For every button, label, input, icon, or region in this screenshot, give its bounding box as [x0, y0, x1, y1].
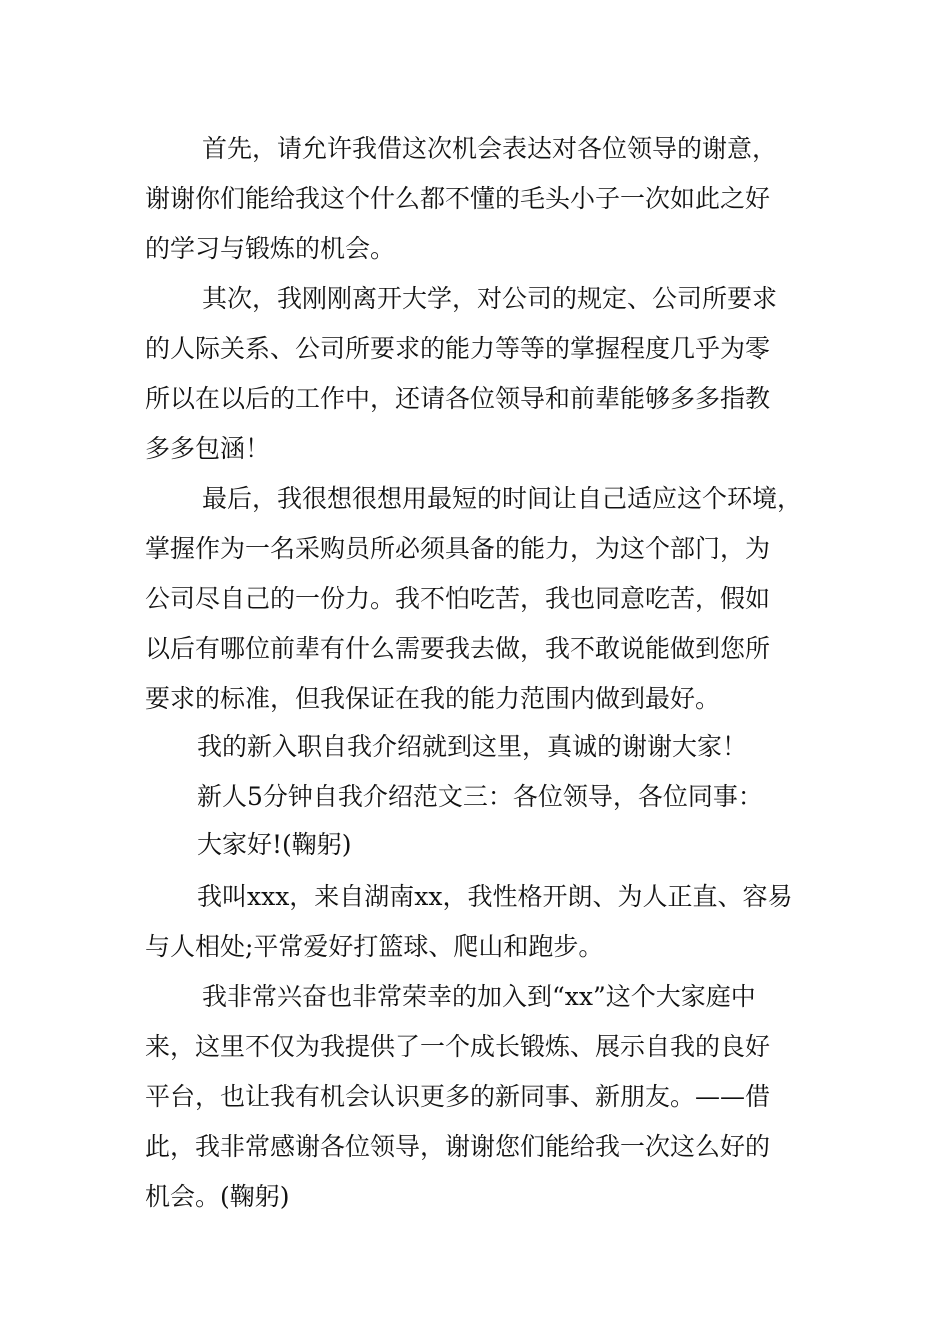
text-line: 以后有哪位前辈有什么需要我去做，我不敢说能做到您所: [145, 634, 771, 663]
text-line: 要求的标准，但我保证在我的能力范围内做到最好。: [145, 684, 721, 713]
text-line: 我非常兴奋也非常荣幸的加入到“xx”这个大家庭中: [202, 982, 756, 1011]
text-line: 掌握作为一名采购员所必须具备的能力，为这个部门，为: [145, 534, 771, 563]
text-line: 此，我非常感谢各位领导，谢谢您们能给我一次这么好的: [145, 1132, 771, 1161]
text-line: 谢谢你们能给我这个什么都不懂的毛头小子一次如此之好: [145, 184, 771, 213]
text-line: 新人5分钟自我介绍范文三：各位领导，各位同事：: [197, 782, 763, 811]
text-line: 所以在以后的工作中，还请各位领导和前辈能够多多指教: [145, 384, 771, 413]
text-line: 机会。(鞠躬): [145, 1182, 290, 1211]
text-line: 其次，我刚刚离开大学，对公司的规定、公司所要求: [202, 284, 778, 313]
paragraph-honored: [145, 972, 835, 1222]
paragraph-greeting: [145, 820, 835, 870]
paragraph-self-intro: [145, 872, 835, 972]
text-line: 来，这里不仅为我提供了一个成长锻炼、展示自我的良好: [145, 1032, 771, 1061]
text-line: 的人际关系、公司所要求的能力等等的掌握程度几乎为零: [145, 334, 771, 363]
text-line: 最后，我很想很想用最短的时间让自己适应这个环境，: [202, 484, 803, 513]
text-line: 大家好!(鞠躬): [197, 830, 352, 859]
text-line: 与人相处;平常爱好打篮球、爬山和跑步。: [145, 932, 604, 961]
text-line: 平台，也让我有机会认识更多的新同事、新朋友。——借: [145, 1082, 771, 1111]
text-line: 我的新入职自我介绍就到这里，真诚的谢谢大家！: [197, 732, 748, 761]
text-line: 我叫xxx，来自湖南xx，我性格开朗、为人正直、容易: [197, 882, 793, 911]
paragraph-thanks: [145, 124, 835, 274]
text-line: 的学习与锻炼的机会。: [145, 234, 396, 263]
paragraph-finally: [145, 474, 835, 724]
text-line: 公司尽自己的一份力。我不怕吃苦，我也同意吃苦，假如: [145, 584, 771, 613]
text-line: 多多包涵！: [145, 434, 271, 463]
paragraph-secondly: [145, 274, 835, 474]
text-line: 首先，请允许我借这次机会表达对各位领导的谢意，: [202, 134, 778, 163]
paragraph-closing: [145, 722, 835, 772]
paragraph-sample-heading: [145, 772, 835, 822]
